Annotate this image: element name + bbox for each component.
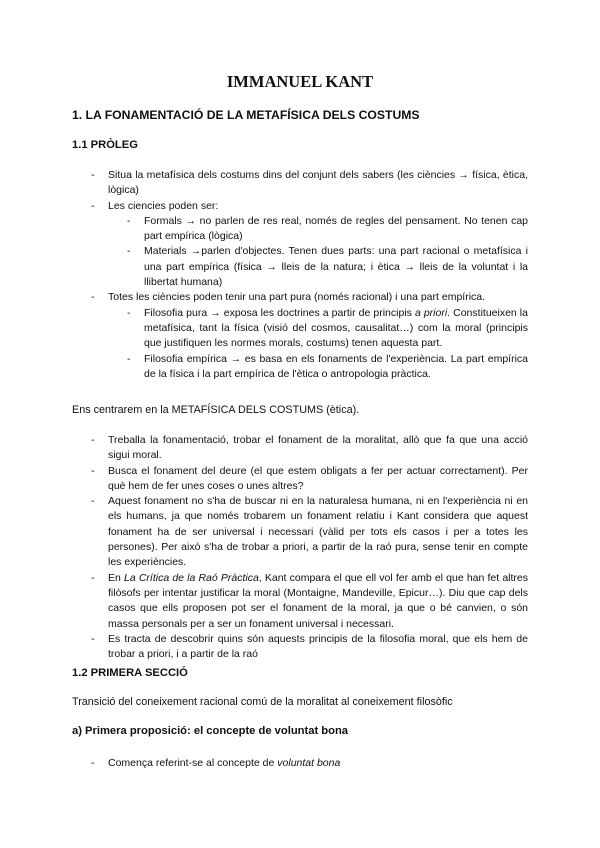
sublist (144, 214, 528, 290)
paragraph-centrarem: Ens centrarem en la METAFÍSICA DELS COSTUMS (ètica). (72, 404, 360, 416)
sublist (144, 306, 528, 382)
list-item: - Situa la metafísica dels costums dins del conjunt dels sabers (les ciències → física, ètica, lògica) (108, 168, 528, 199)
subsection-heading-primera-seccio: 1.2 PRIMERA SECCIÓ (72, 667, 188, 679)
proleg-list (108, 168, 528, 382)
list-item: - Filosofia empírica → es basa en els fonaments de l'experiència. La part empírica de la física i la part empírica de l'ètica o antropologia pràctica. (144, 352, 528, 383)
list-item: - Filosofia pura → exposa les doctrines a partir de principis a priori. Constitueixen la metafísica, tant la física (visió del cosmos, causalitat…) com la moral (principis que justifiquen les normes morals, costums) tenen aquesta part. (144, 306, 528, 352)
list-item: - Treballa la fonamentació, trobar el fonament de la moralitat, allò que fa que una acció sigui moral. (108, 433, 528, 464)
subheading-primera-proposicio: a) Primera proposició: el concepte de voluntat bona (72, 725, 349, 737)
subsection-heading-proleg: 1.1 PRÒLEG (72, 139, 138, 151)
section-heading: 1. LA FONAMENTACIÓ DE LA METAFÍSICA DELS COSTUMS (72, 108, 420, 122)
list-item: - Les ciencies poden ser: - Formals → no parlen de res real, només de regles del pensament. No tenen cap part empírica (lògica) - Materials →parlen d'objectes. Tenen dues parts: una part racional o metafísica i una part empírica (física → lleis de la natura; i ètica → lleis de la voluntat i la llibertat humana) (108, 199, 528, 291)
voluntat-list (108, 756, 528, 771)
list-item: - En La Crítica de la Raó Pràctica, Kant compara el que ell vol fer amb el que han fet altres filòsofs per intentar justificar la moral (Montaigne, Mandeville, Epicur…). Diu que cap dels casos que ells proposen pot ser el fonament de la moral, ja que o bé canvien, o són massa personals per a ser un fonament universal i necessari. (108, 571, 528, 632)
list-item: - Comença referint-se al concepte de voluntat bona (108, 756, 528, 771)
list-item: - Aquest fonament no s'ha de buscar ni en la naturalesa humana, ni en l'experiència ni en els humans, ja que només trobarem un fonament relatiu i Kant considera que aquest fonament ha de ser universal i necessari (vàlid per tots els casos i per a totes les persones). Per això s'ha de trobar a priori, a partir de la raó pura, sense tenir en compte les experiències. (108, 494, 528, 570)
list-item: - Busca el fonament del deure (el que estem obligats a fer per actuar correctament). Per què hem de fer unes coses o unes altres? (108, 464, 528, 495)
list-item: - Es tracta de descobrir quins són aquests principis de la filosofia moral, que els hem de trobar a priori, i a partir de la raó (108, 632, 528, 663)
list-item: - Totes les ciències poden tenir una part pura (només racional) i una part empírica. - Filosofia pura → exposa les doctrines a partir de principis a priori. Constitueixen la metafísica, tant la física (visió del cosmos, causalitat…) com la moral (principis que justifiquen les normes morals, costums) tenen aquesta part. - Filosofia empírica → es basa en els fonaments de l'experiència. La part empírica de la física i la part empírica de l'ètica o antropologia pràctica. (108, 290, 528, 382)
list-item: - Formals → no parlen de res real, només de regles del pensament. No tenen cap part empírica (lògica) (144, 214, 528, 245)
fonamentacio-list (108, 433, 528, 662)
document-title: IMMANUEL KANT (226, 72, 374, 91)
list-item: - Materials →parlen d'objectes. Tenen dues parts: una part racional o metafísica i una part empírica (física → lleis de la natura; i ètica → lleis de la voluntat i la llibertat humana) (144, 244, 528, 290)
paragraph-transicio: Transició del coneixement racional comú de la moralitat al coneixement filosòfic (72, 696, 453, 708)
